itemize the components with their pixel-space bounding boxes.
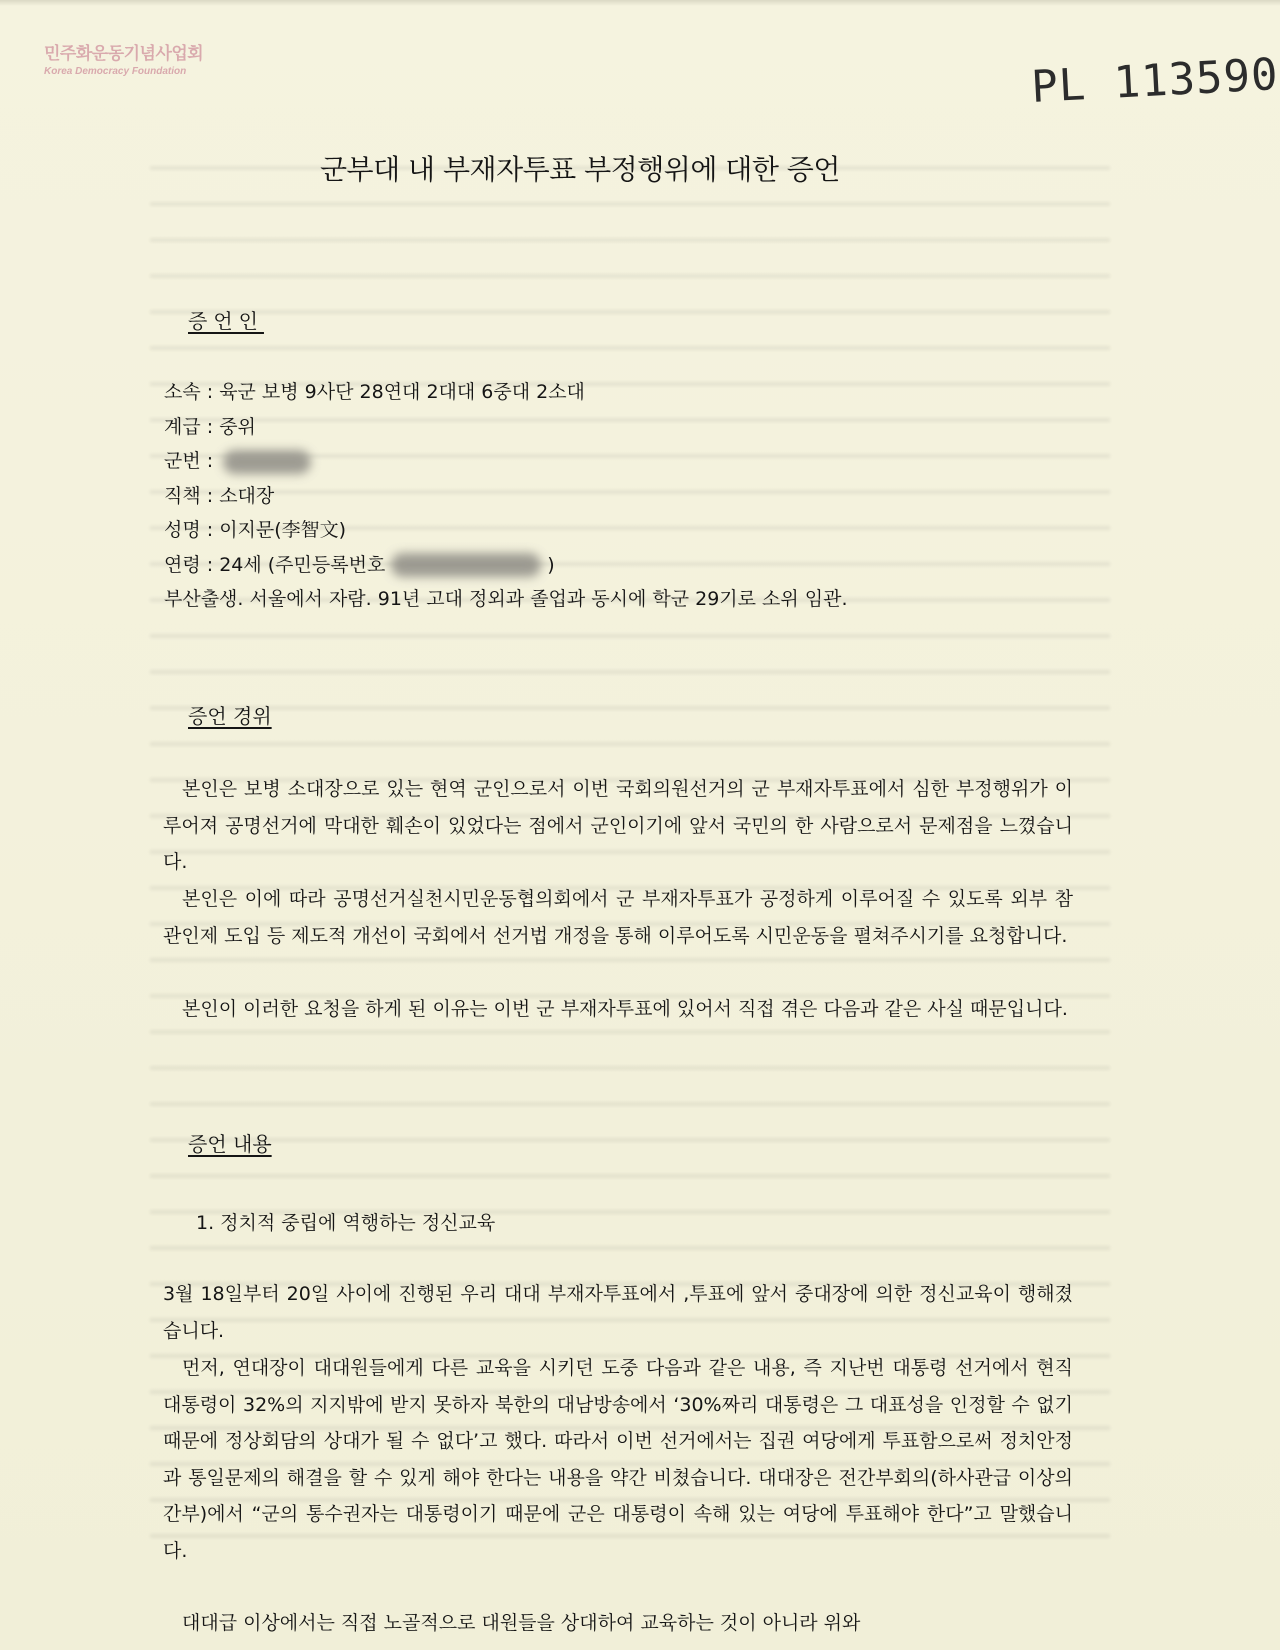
rank-row: 계급 : 중위	[164, 415, 256, 438]
content-heading: 증언 내용	[188, 1132, 272, 1156]
scan-edge-shadow	[0, 0, 1280, 6]
age-row	[164, 548, 1084, 583]
content-paragraph-2: 먼저, 연대장이 대대원들에게 다른 교육을 시키던 도중 다음과 같은 내용, 즉 지난번 대통령 선거에서 현직 대통령이 32%의 지지밖에 받지 못하자 북한의 대남방송에서 ‘30%짜리 대통령은 그 대표성을 인정할 수 없기 때문에 정상회담의 상대가 될 수 없다’고 했다. 따라서 이번 선거에서는 집권 여당에게 투표함으로써 정치안정과 통일문제의 해결을 할 수 있게 해야 한다는 내용을 약간 비쳤습니다. 대대장은 전간부회의(하사관급 이상의 간부)에서 “군의 통수권자는 대통령이기 때문에 군은 대통령이 속해 있는 여당에 투표해야 한다”고 말했습니다.	[163, 1357, 1073, 1562]
document-title: 군부대 내 부재자투표 부정행위에 대한 증언	[320, 153, 840, 186]
age-close-paren: )	[547, 553, 555, 576]
biography-row: 부산출생. 서울에서 자람. 91년 고대 정외과 졸업과 동시에 학군 29기로 소위 임관.	[164, 588, 848, 610]
watermark-english: Korea Democracy Foundation	[44, 66, 187, 77]
redacted-resident-number	[391, 553, 541, 577]
affiliation-row: 소속 : 육군 보병 9사단 28연대 2대대 6중대 2소대	[164, 381, 585, 403]
service-number-row	[164, 444, 1084, 479]
content-subheading: 1. 정치적 중립에 역행하는 정신교육	[196, 1212, 496, 1234]
name-row: 성명 : 이지문(李智文)	[164, 519, 347, 541]
witness-heading: 증언인	[188, 309, 264, 333]
position-row: 직책 : 소대장	[164, 484, 275, 507]
redacted-service-number	[223, 450, 311, 474]
service-number-label: 군번 :	[164, 450, 214, 472]
background-paragraph-3: 본인이 이러한 요청을 하게 된 이유는 이번 군 부재자투표에 있어서 직접 겪은 다음과 같은 사실 때문입니다.	[182, 998, 1068, 1020]
background-heading: 증언 경위	[188, 704, 272, 728]
background-paragraph-1: 본인은 보병 소대장으로 있는 현역 군인으로서 이번 국회의원선거의 군 부재자투표에서 심한 부정행위가 이루어져 공명선거에 막대한 훼손이 있었다는 점에서 군인이기에 앞서 국민의 한 사람으로서 문제점을 느꼈습니다.	[163, 778, 1073, 873]
content-paragraph-3: 대대급 이상에서는 직접 노골적으로 대원들을 상대하여 교육하는 것이 아니라 위와	[182, 1612, 861, 1634]
age-label: 연령 : 24세 (주민등록번호	[164, 553, 386, 576]
foundation-watermark-logo	[44, 44, 204, 78]
handwritten-archive-number: PL 113590	[1030, 49, 1280, 113]
watermark-korean: 민주화운동기념사업회	[44, 44, 204, 64]
background-paragraph-2: 본인은 이에 따라 공명선거실천시민운동협의회에서 군 부재자투표가 공정하게 이루어질 수 있도록 외부 참관인제 도입 등 제도적 개선이 국회에서 선거법 개정을 통해 이루어도록 시민운동을 펼쳐주시기를 요청합니다.	[163, 888, 1073, 947]
content-paragraph-1: 3월 18일부터 20일 사이에 진행된 우리 대대 부재자투표에서 ,투표에 앞서 중대장에 의한 정신교육이 행해졌습니다.	[163, 1283, 1073, 1342]
witness-info	[164, 375, 1084, 617]
